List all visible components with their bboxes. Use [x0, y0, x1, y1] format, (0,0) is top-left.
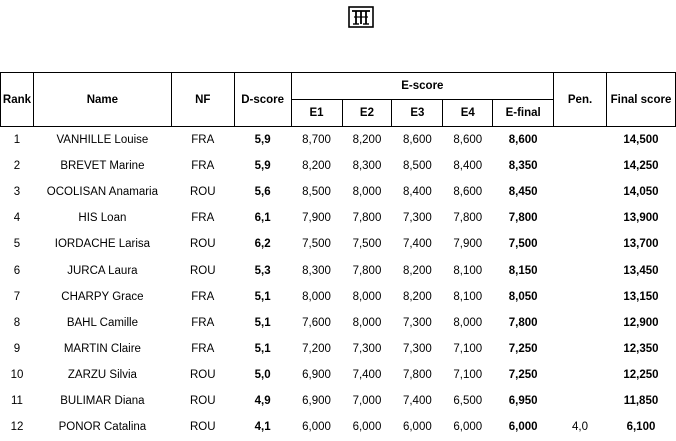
rank-cell: 3 [13, 186, 21, 199]
penalty-cell [554, 179, 607, 205]
e2-cell: 8,000 [352, 316, 382, 329]
d-score-cell: 6,1 [254, 212, 271, 225]
penalty-cell [554, 362, 607, 388]
d-score-cell: 4,1 [254, 421, 271, 434]
e4-cell: 8,100 [453, 290, 483, 303]
table-row [1, 205, 676, 231]
e1-cell: 8,300 [302, 264, 331, 277]
rank-cell: 10 [10, 368, 24, 381]
final-score-cell: 6,100 [626, 421, 656, 434]
e2-cell: 7,000 [352, 394, 382, 407]
d-score-cell: 5,6 [254, 186, 271, 199]
nation-cell: FRA [191, 316, 215, 329]
col-header-nf: NF [171, 73, 234, 127]
e3-cell: 7,800 [402, 368, 432, 381]
e-final-cell: 8,150 [508, 264, 538, 277]
rank-cell: 9 [13, 342, 21, 355]
nation-cell: ROU [189, 238, 216, 251]
nation-cell: ROU [189, 264, 216, 277]
e2-cell: 7,800 [352, 212, 382, 225]
nation-cell: FRA [191, 160, 215, 173]
e1-cell: 7,500 [302, 238, 331, 251]
rank-cell: 2 [13, 160, 21, 173]
athlete-name-cell: CHARPY Grace [61, 290, 144, 303]
e1-cell: 6,900 [302, 368, 331, 381]
e3-cell: 7,400 [402, 238, 432, 251]
rank-cell: 7 [13, 290, 21, 303]
nation-cell: ROU [189, 394, 216, 407]
col-header-e-final: E-final [493, 100, 554, 127]
e2-cell: 7,500 [352, 238, 382, 251]
table-row [1, 336, 676, 362]
athlete-name-cell: VANHILLE Louise [56, 134, 149, 147]
nation-cell: FRA [191, 134, 215, 147]
e4-cell: 7,100 [453, 368, 483, 381]
d-score-cell: 4,9 [254, 394, 271, 407]
e1-cell: 8,200 [302, 160, 331, 173]
table-row [1, 414, 676, 440]
nation-cell: FRA [191, 290, 215, 303]
e4-cell: 6,500 [453, 394, 483, 407]
e2-cell: 8,000 [352, 186, 382, 199]
penalty-cell [554, 153, 607, 179]
final-score-cell: 14,500 [623, 134, 659, 147]
e3-cell: 7,400 [402, 394, 432, 407]
final-score-cell: 13,900 [623, 212, 659, 225]
e-final-cell: 7,800 [508, 316, 538, 329]
e2-cell: 7,400 [352, 368, 382, 381]
final-score-cell: 12,250 [623, 368, 659, 381]
final-score-cell: 14,050 [623, 186, 659, 199]
athlete-name-cell: BULIMAR Diana [60, 394, 145, 407]
e2-cell: 8,000 [352, 290, 382, 303]
e-final-cell: 7,800 [508, 212, 538, 225]
e3-cell: 7,300 [402, 212, 432, 225]
e3-cell: 8,200 [402, 264, 432, 277]
e4-cell: 7,100 [453, 342, 483, 355]
table-row [1, 310, 676, 336]
e2-cell: 7,300 [352, 342, 382, 355]
final-score-cell: 13,450 [623, 264, 659, 277]
penalty-cell [554, 127, 607, 154]
col-header-e2: E2 [342, 100, 392, 127]
e-final-cell: 8,450 [508, 186, 538, 199]
e4-cell: 7,900 [453, 238, 483, 251]
rank-cell: 1 [13, 134, 21, 147]
table-row [1, 257, 676, 283]
nation-cell: FRA [191, 212, 215, 225]
e4-cell: 7,800 [453, 212, 483, 225]
penalty-cell [554, 310, 607, 336]
col-header-name: Name [33, 73, 171, 127]
athlete-name-cell: HIS Loan [78, 212, 127, 225]
results-body [1, 127, 676, 441]
e4-cell: 8,000 [453, 316, 483, 329]
d-score-cell: 5,3 [254, 264, 271, 277]
penalty-cell [554, 205, 607, 231]
e1-cell: 6,900 [302, 394, 331, 407]
e1-cell: 7,200 [302, 342, 331, 355]
e-final-cell: 8,050 [508, 290, 538, 303]
table-row [1, 231, 676, 257]
e2-cell: 7,800 [352, 264, 382, 277]
nation-cell: FRA [191, 342, 215, 355]
header-row-main [1, 73, 676, 100]
final-score-cell: 13,700 [623, 238, 659, 251]
d-score-cell: 6,2 [254, 238, 271, 251]
rank-cell: 8 [13, 316, 21, 329]
nation-cell: ROU [189, 368, 216, 381]
table-row [1, 362, 676, 388]
e3-cell: 7,300 [402, 316, 432, 329]
penalty-cell [554, 257, 607, 283]
final-score-cell: 13,150 [623, 290, 659, 303]
rank-cell: 12 [10, 421, 24, 434]
results-table [0, 72, 676, 440]
e2-cell: 6,000 [352, 421, 382, 434]
e-final-cell: 7,500 [508, 238, 538, 251]
final-score-cell: 14,250 [623, 160, 659, 173]
table-row [1, 179, 676, 205]
rank-cell: 6 [13, 264, 21, 277]
col-header-e-score: E-score [291, 73, 553, 100]
athlete-name-cell: OCOLISAN Anamaria [46, 186, 159, 199]
e3-cell: 8,400 [402, 186, 432, 199]
e1-cell: 7,600 [302, 316, 331, 329]
e-final-cell: 7,250 [508, 342, 538, 355]
e-final-cell: 6,000 [508, 421, 538, 434]
athlete-name-cell: PONOR Catalina [58, 421, 147, 434]
col-header-pen: Pen. [554, 73, 607, 127]
col-header-final-score: Final score [606, 73, 675, 127]
penalty-cell [554, 388, 607, 414]
penalty-cell [554, 336, 607, 362]
e-final-cell: 6,950 [508, 394, 538, 407]
e3-cell: 8,200 [402, 290, 432, 303]
col-header-e1: E1 [291, 100, 342, 127]
e-final-cell: 7,250 [508, 368, 538, 381]
table-row [1, 388, 676, 414]
e4-cell: 8,400 [453, 160, 483, 173]
penalty-cell: 4,0 [572, 421, 589, 434]
e4-cell: 8,600 [453, 186, 483, 199]
table-row [1, 153, 676, 179]
table-row [1, 284, 676, 310]
e3-cell: 7,300 [402, 342, 432, 355]
e3-cell: 6,000 [402, 421, 432, 434]
nation-cell: ROU [189, 186, 216, 199]
e4-cell: 6,000 [453, 421, 483, 434]
e1-cell: 8,000 [302, 290, 331, 303]
athlete-name-cell: MARTIN Claire [63, 342, 141, 355]
athlete-name-cell: ZARZU Silvia [67, 368, 137, 381]
col-header-rank: Rank [1, 73, 34, 127]
athlete-name-cell: BREVET Marine [60, 160, 145, 173]
e3-cell: 8,600 [402, 134, 432, 147]
penalty-cell [554, 284, 607, 310]
col-header-e4: E4 [443, 100, 493, 127]
nation-cell: ROU [189, 421, 216, 434]
e1-cell: 8,500 [302, 186, 331, 199]
col-header-e3: E3 [392, 100, 443, 127]
d-score-cell: 5,1 [254, 342, 271, 355]
e-final-cell: 8,600 [508, 134, 538, 147]
d-score-cell: 5,9 [254, 134, 271, 147]
athlete-name-cell: BAHL Camille [66, 316, 138, 329]
athlete-name-cell: IORDACHE Larisa [54, 238, 151, 251]
final-score-cell: 12,350 [623, 342, 659, 355]
d-score-cell: 5,0 [254, 368, 271, 381]
final-score-cell: 11,850 [623, 394, 659, 407]
rank-cell: 11 [11, 394, 23, 407]
e2-cell: 8,200 [352, 134, 382, 147]
d-score-cell: 5,1 [254, 316, 271, 329]
e-final-cell: 8,350 [508, 160, 538, 173]
e1-cell: 8,700 [302, 134, 331, 147]
gymnastics-federation-logo-icon [348, 6, 374, 28]
d-score-cell: 5,9 [254, 160, 271, 173]
col-header-d-score: D-score [234, 73, 291, 127]
athlete-name-cell: JURCA Laura [67, 264, 138, 277]
penalty-cell [554, 231, 607, 257]
d-score-cell: 5,1 [254, 290, 271, 303]
table-row [1, 127, 676, 154]
e4-cell: 8,100 [453, 264, 483, 277]
e2-cell: 8,300 [352, 160, 382, 173]
e3-cell: 8,500 [402, 160, 432, 173]
e1-cell: 6,000 [302, 421, 331, 434]
rank-cell: 4 [13, 212, 21, 225]
e4-cell: 8,600 [453, 134, 483, 147]
rank-cell: 5 [13, 238, 21, 251]
e1-cell: 7,900 [302, 212, 331, 225]
final-score-cell: 12,900 [623, 316, 659, 329]
